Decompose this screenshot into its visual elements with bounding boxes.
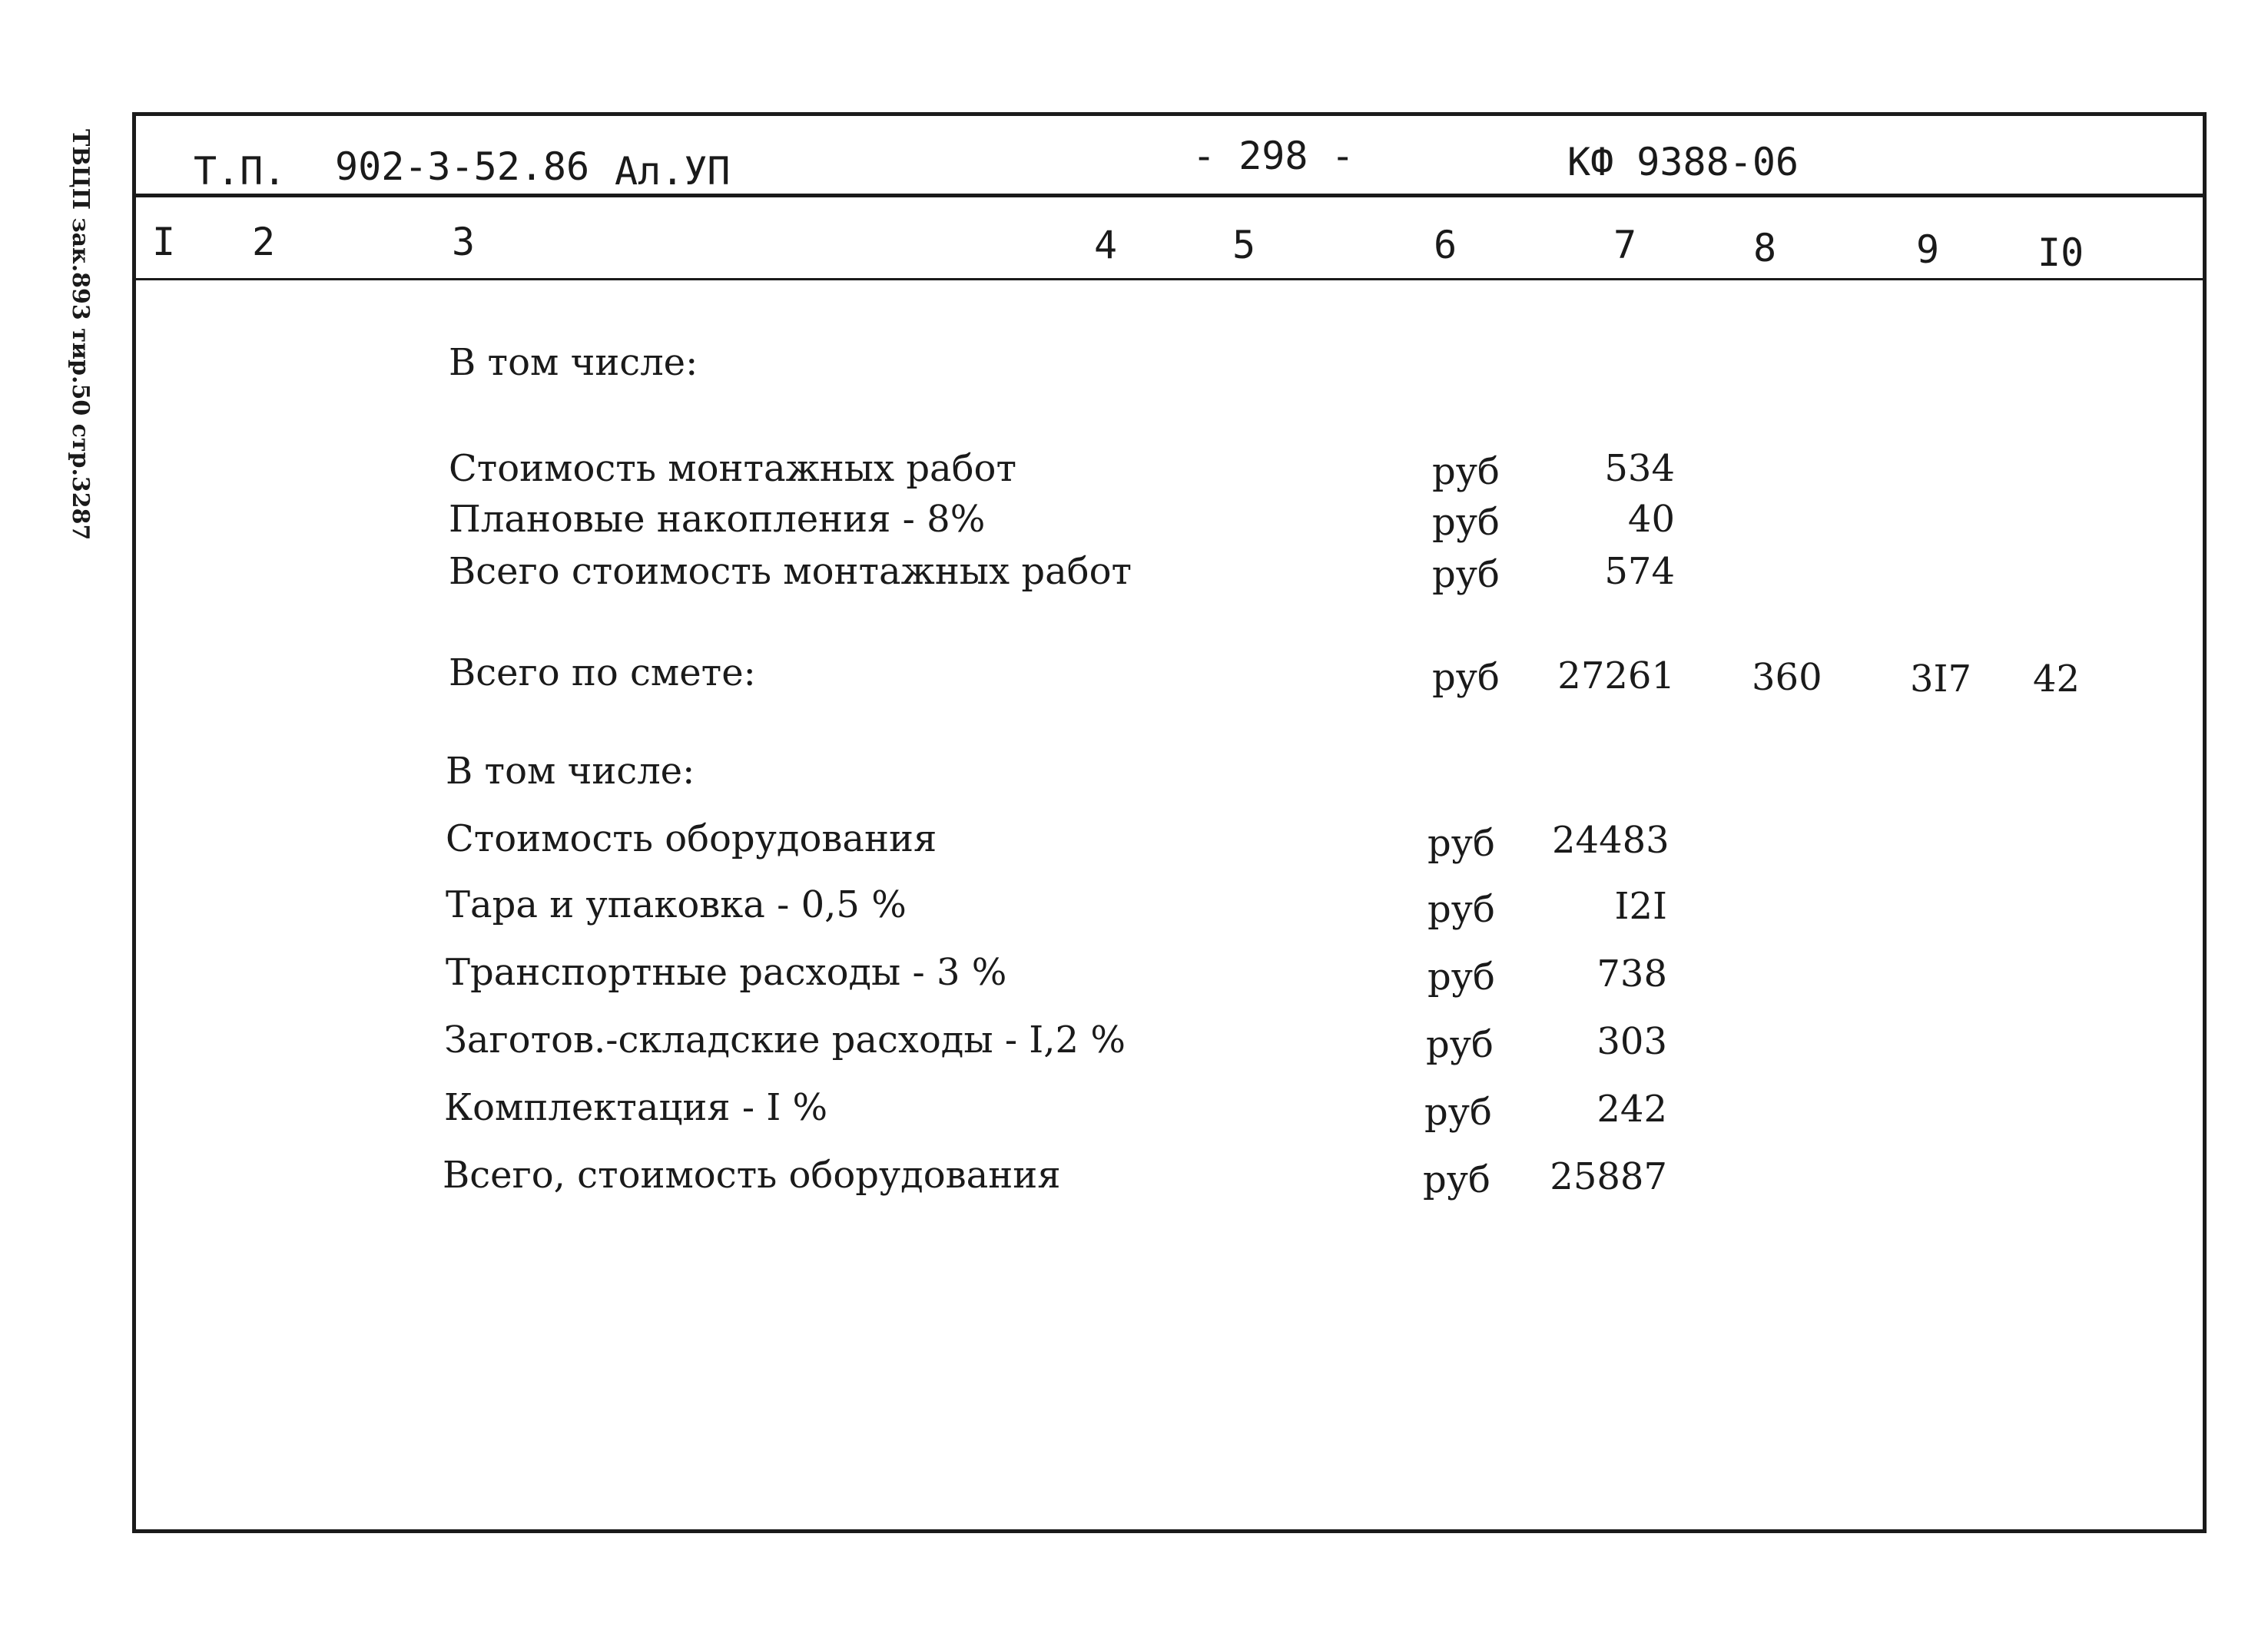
row-equip-cost-unit: руб <box>1427 822 1495 865</box>
row-mount-total-unit: руб <box>1432 553 1500 596</box>
row-transport-label: Транспортные расходы - 3 % <box>446 951 1007 994</box>
column-number-3: 3 <box>452 220 476 264</box>
row-planned-value: 40 <box>1627 498 1675 541</box>
row-kit-value: 242 <box>1597 1088 1667 1131</box>
row-packing-label: Тара и упаковка - 0,5 % <box>446 883 907 926</box>
column-header-divider <box>132 278 2207 280</box>
column-number-5: 5 <box>1232 223 1256 267</box>
row-estimate-total-col9: 3I7 <box>1910 658 1972 701</box>
column-number-8: 8 <box>1753 226 1777 270</box>
document-frame <box>132 112 2207 1533</box>
header-page-number: - 298 - <box>1192 134 1354 178</box>
row-estimate-total-value: 27261 <box>1557 654 1675 697</box>
row-packing-value: I2I <box>1614 885 1667 928</box>
margin-note <box>48 129 94 541</box>
row-equip-total-value: 25887 <box>1550 1155 1667 1198</box>
column-number-6: 6 <box>1434 223 1457 267</box>
column-number-10: I0 <box>2038 230 2084 275</box>
column-number-7: 7 <box>1613 223 1637 267</box>
row-estimate-total-label: Всего по смете: <box>449 651 756 694</box>
row-estimate-total-col8: 360 <box>1752 656 1822 699</box>
header-doc-id: КФ 9388-06 <box>1567 140 1799 184</box>
row-estimate-total-col10: 42 <box>2033 658 2081 701</box>
row-equip-total-label: Всего, стоимость оборудования <box>443 1154 1061 1197</box>
row-equip-cost-label: Стоимость оборудования <box>446 817 937 860</box>
row-storage-unit: руб <box>1426 1023 1494 1066</box>
row-equip-total-unit: руб <box>1423 1158 1490 1201</box>
column-number-1: I <box>152 220 176 264</box>
row-mount-total-label: Всего стоимость монтажных работ <box>449 550 1132 593</box>
column-number-9: 9 <box>1916 227 1940 272</box>
row-planned-unit: руб <box>1432 501 1500 544</box>
row-kit-unit: руб <box>1424 1091 1492 1134</box>
row-storage-label: Заготов.-складские расходы - I,2 % <box>444 1019 1126 1062</box>
row-estimate-total-unit: руб <box>1432 656 1500 699</box>
row-mount-cost-label: Стоимость монтажных работ <box>449 447 1017 490</box>
row-packing-unit: руб <box>1427 888 1495 931</box>
row-storage-value: 303 <box>1597 1020 1667 1063</box>
section-heading-including-2: В том числе: <box>446 750 695 793</box>
row-transport-value: 738 <box>1597 952 1667 995</box>
header-divider <box>132 194 2207 197</box>
section-heading-including: В том числе: <box>449 341 698 384</box>
row-planned-label: Плановые накопления - 8% <box>449 498 986 541</box>
row-equip-cost-value: 24483 <box>1552 819 1670 862</box>
header-code: 902-3-52.86 <box>335 144 590 189</box>
row-kit-label: Комплектация - I % <box>444 1086 828 1129</box>
column-number-2: 2 <box>252 220 276 264</box>
row-mount-cost-value: 534 <box>1604 447 1675 490</box>
row-mount-cost-unit: руб <box>1432 450 1500 493</box>
margin-note-text: ТВЦП зак.893 тир.50 стр.3287 <box>67 129 94 541</box>
row-transport-unit: руб <box>1427 956 1495 999</box>
column-number-4: 4 <box>1094 223 1118 267</box>
header-tp: Т.П. <box>194 149 287 194</box>
row-mount-total-value: 574 <box>1604 550 1675 593</box>
header-album: Ал.УП <box>615 149 731 194</box>
